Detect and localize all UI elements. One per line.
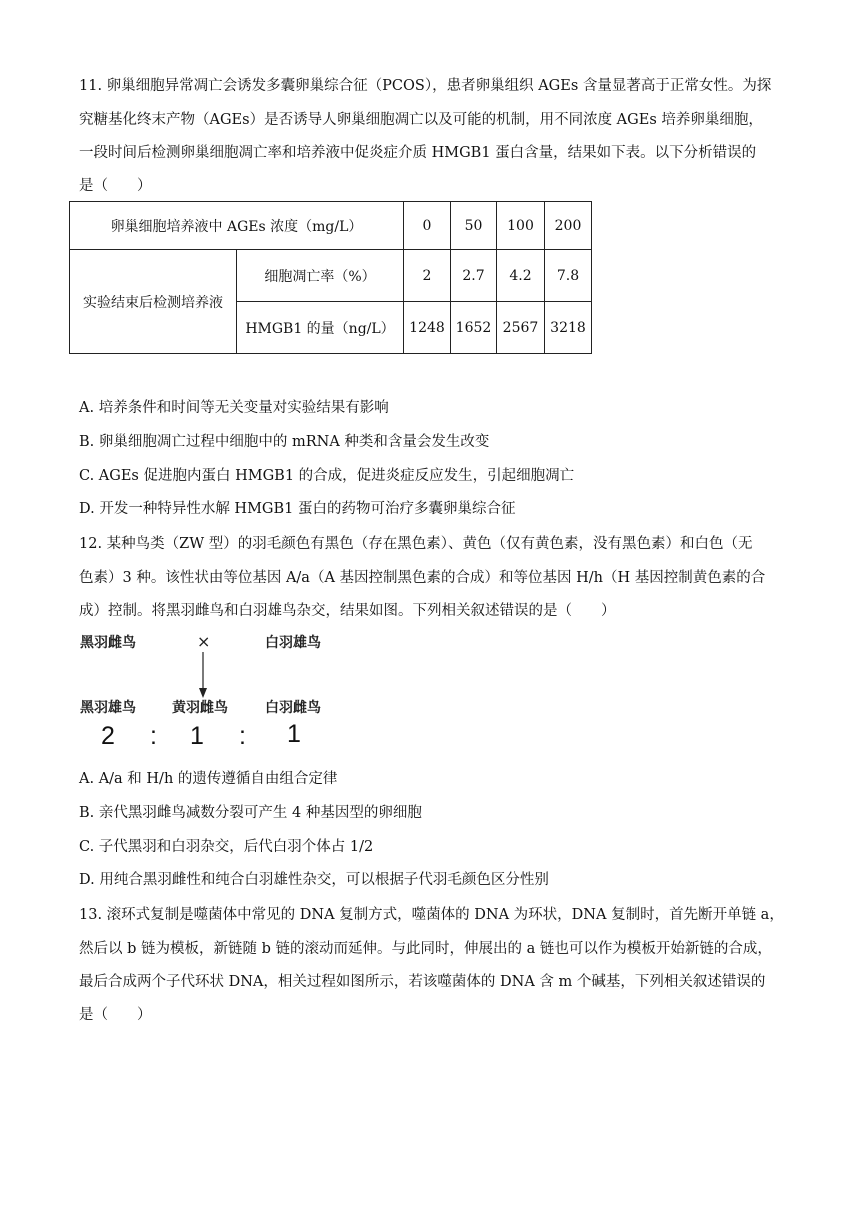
table-row2-value: 2567: [497, 302, 545, 354]
q13-line-1: 13. 滚环式复制是噬菌体中常见的 DNA 复制方式，噬菌体的 DNA 为环状，DNA 复制时，首先断开单链 a，: [79, 907, 784, 923]
q11-option-c: C. AGEs 促进胞内蛋白 HMGB1 的合成，促进炎症反应发生，引起细胞凋亡: [79, 468, 575, 484]
q13-line-3: 最后合成两个子代环状 DNA，相关过程如图所示，若该噬菌体的 DNA 含 m 个碱基，下列相关叙述错误的: [79, 974, 766, 990]
q13-line-2: 然后以 b 链为模板，新链随 b 链的滚动而延伸。与此同时，伸展出的 a 链也可以作为模板开始新链的合成，: [79, 941, 772, 957]
ratio-colon: :: [150, 722, 157, 750]
q11-line-2: 究糖基化终末产物（AGEs）是否诱导人卵巢细胞凋亡以及可能的机制，用不同浓度 AGEs 培养卵巢细胞，: [79, 112, 763, 128]
table-row1-value: 2: [404, 250, 451, 302]
table-row2-value: 3218: [545, 302, 592, 354]
q11-option-d: D. 开发一种特异性水解 HMGB1 蛋白的药物可治疗多囊卵巢综合征: [79, 501, 516, 517]
ratio-value-yellow: 1: [190, 722, 204, 750]
q12-line-2: 色素）3 种。该性状由等位基因 A/a（A 基因控制黑色素的合成）和等位基因 H/h（H 基因控制黄色素的合: [79, 570, 766, 586]
q13-line-4: 是（ ）: [79, 1007, 152, 1023]
table-conc-0: 0: [404, 202, 451, 250]
q12-option-a: A. A/a 和 H/h 的遗传遵循自由组合定律: [79, 771, 338, 787]
ratio-value-black: 2: [101, 722, 115, 750]
q12-option-b: B. 亲代黑羽雌鸟减数分裂可产生 4 种基因型的卵细胞: [79, 805, 422, 821]
table-header-label: 卵巢细胞培养液中 AGEs 浓度（mg/L）: [70, 202, 404, 250]
table-conc-3: 200: [545, 202, 592, 250]
q11-line-3: 一段时间后检测卵巢细胞凋亡率和培养液中促炎症介质 HMGB1 蛋白含量，结果如下表。以下分析错误的: [79, 145, 757, 161]
down-arrow-icon: [196, 650, 210, 700]
offspring-white-female-label: 白羽雌鸟: [265, 700, 321, 716]
table-row2-value: 1248: [404, 302, 451, 354]
q11-option-a: A. 培养条件和时间等无关变量对实验结果有影响: [79, 400, 389, 416]
parent-male-label: 白羽雄鸟: [265, 635, 321, 651]
results-table: [69, 201, 592, 354]
q11-option-b: B. 卵巢细胞凋亡过程中细胞中的 mRNA 种类和含量会发生改变: [79, 434, 490, 450]
q12-line-3: 成）控制。将黑羽雌鸟和白羽雄鸟杂交，结果如图。下列相关叙述错误的是（ ）: [79, 603, 616, 619]
q12-option-d: D. 用纯合黑羽雌性和纯合白羽雄性杂交，可以根据子代羽毛颜色区分性别: [79, 872, 549, 888]
q11-line-1: 11. 卵巢细胞异常凋亡会诱发多囊卵巢综合征（PCOS），患者卵巢组织 AGEs 含量显著高于正常女性。为探: [79, 78, 772, 94]
table-row1-value: 2.7: [451, 250, 497, 302]
ratio-value-white: 1: [287, 720, 301, 748]
table-group-label: 实验结束后检测培养液: [70, 250, 237, 354]
table-conc-1: 50: [451, 202, 497, 250]
ratio-colon: :: [239, 722, 246, 750]
cross-symbol: ×: [197, 632, 211, 651]
offspring-yellow-female-label: 黄羽雌鸟: [172, 700, 228, 716]
table-row1-value: 4.2: [497, 250, 545, 302]
table-row1-value: 7.8: [545, 250, 592, 302]
table-row2-value: 1652: [451, 302, 497, 354]
offspring-black-male-label: 黑羽雄鸟: [80, 700, 136, 716]
q12-option-c: C. 子代黑羽和白羽杂交，后代白羽个体占 1/2: [79, 839, 374, 855]
q12-line-1: 12. 某种鸟类（ZW 型）的羽毛颜色有黑色（存在黑色素）、黄色（仅有黄色素，没有黑色素）和白色（无: [79, 536, 753, 552]
table-conc-2: 100: [497, 202, 545, 250]
table-row2-label: HMGB1 的量（ng/L）: [237, 302, 404, 354]
q11-line-4: 是（ ）: [79, 178, 152, 194]
parent-female-label: 黑羽雌鸟: [80, 635, 136, 651]
table-row1-label: 细胞凋亡率（%）: [237, 250, 404, 302]
